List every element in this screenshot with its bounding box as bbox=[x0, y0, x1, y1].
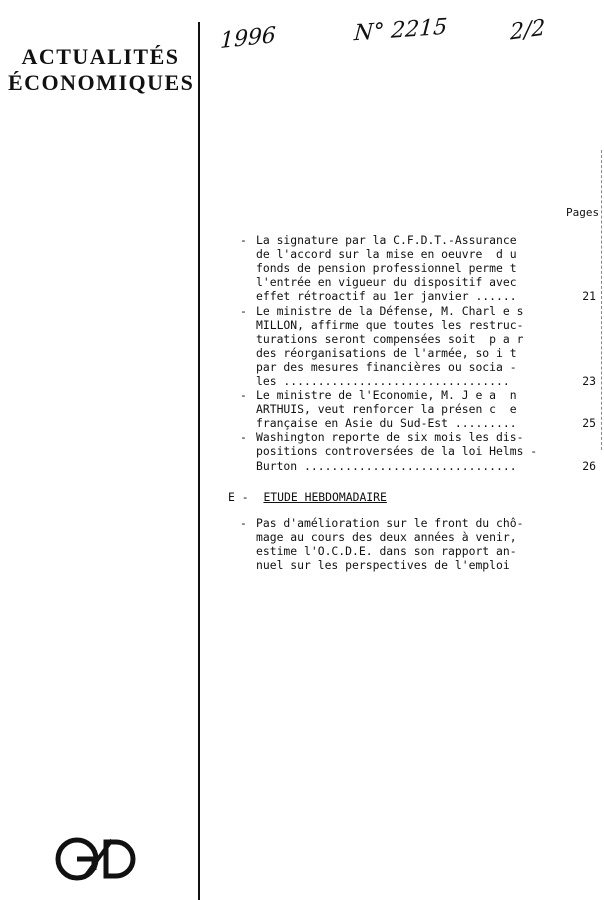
entry-line: l'entrée en vigueur du dispositif avec bbox=[256, 275, 517, 290]
handwritten-issue-number: N° 2215 bbox=[353, 14, 449, 47]
entry-line: Le ministre de la Défense, M. Charl e s bbox=[256, 303, 524, 318]
entry-bullet: - bbox=[240, 430, 247, 445]
entry-line: fonds de pension professionnel perme t bbox=[256, 261, 517, 276]
section-title: ETUDE HEBDOMADAIRE bbox=[263, 490, 387, 504]
vertical-divider bbox=[198, 22, 200, 900]
entry-line: Burton ............................... bbox=[256, 458, 517, 473]
entry-line: Washington reporte de six mois les dis- bbox=[256, 430, 524, 445]
page-edge-mark bbox=[599, 150, 602, 450]
entry-bullet: - bbox=[240, 388, 247, 403]
section-heading bbox=[228, 490, 387, 504]
entry-line: MILLON, affirme que toutes les restruc- bbox=[256, 317, 524, 332]
title-line-2: ÉCONOMIQUES bbox=[8, 70, 195, 95]
entry-line: Le ministre de l'Economie, M. J e a n bbox=[256, 388, 517, 403]
entry-bullet: - bbox=[240, 233, 247, 247]
title-line-1: ACTUALITÉS bbox=[21, 44, 180, 69]
entry-line: effet rétroactif au 1er janvier ...... bbox=[256, 289, 517, 304]
entry-line: turations seront compensées soit p a r bbox=[256, 331, 524, 346]
publication-title bbox=[8, 44, 193, 96]
entry-line: mage au cours des deux années à venir, bbox=[256, 530, 517, 545]
entry-bullet: - bbox=[240, 303, 247, 318]
entry-line: estime l'O.C.D.E. dans son rapport an- bbox=[256, 544, 517, 559]
entry-page-number: 21 bbox=[582, 289, 596, 304]
entry-line: des réorganisations de l'armée, so i t bbox=[256, 345, 517, 360]
entry-line: Pas d'amélioration sur le front du chô- bbox=[256, 516, 524, 530]
entry-line: de l'accord sur la mise en oeuvre d u bbox=[256, 247, 517, 262]
pages-column-label: Pages bbox=[566, 206, 600, 219]
handwritten-year: 1996 bbox=[219, 22, 277, 55]
entry-line: positions controversées de la loi Helms - bbox=[256, 444, 538, 459]
handwritten-page-marker: 2/2 bbox=[510, 15, 546, 46]
entry-line: nuel sur les perspectives de l'emploi bbox=[256, 558, 510, 573]
entry-page-number: 23 bbox=[582, 374, 596, 388]
entry-line: les ................................. bbox=[256, 374, 510, 388]
section-letter: E - bbox=[228, 490, 249, 504]
entry-line: La signature par la C.F.D.T.-Assurance bbox=[256, 233, 517, 247]
entry-line: ARTHUIS, veut renforcer la présen c e bbox=[256, 402, 517, 417]
entry-page-number: 26 bbox=[582, 458, 596, 473]
gd-logo bbox=[54, 836, 146, 882]
entry-bullet: - bbox=[240, 516, 247, 530]
entry-page-number: 25 bbox=[582, 416, 596, 431]
entry-line: française en Asie du Sud-Est ......... bbox=[256, 416, 517, 431]
entry-line: par des mesures financières ou socia - bbox=[256, 359, 517, 374]
